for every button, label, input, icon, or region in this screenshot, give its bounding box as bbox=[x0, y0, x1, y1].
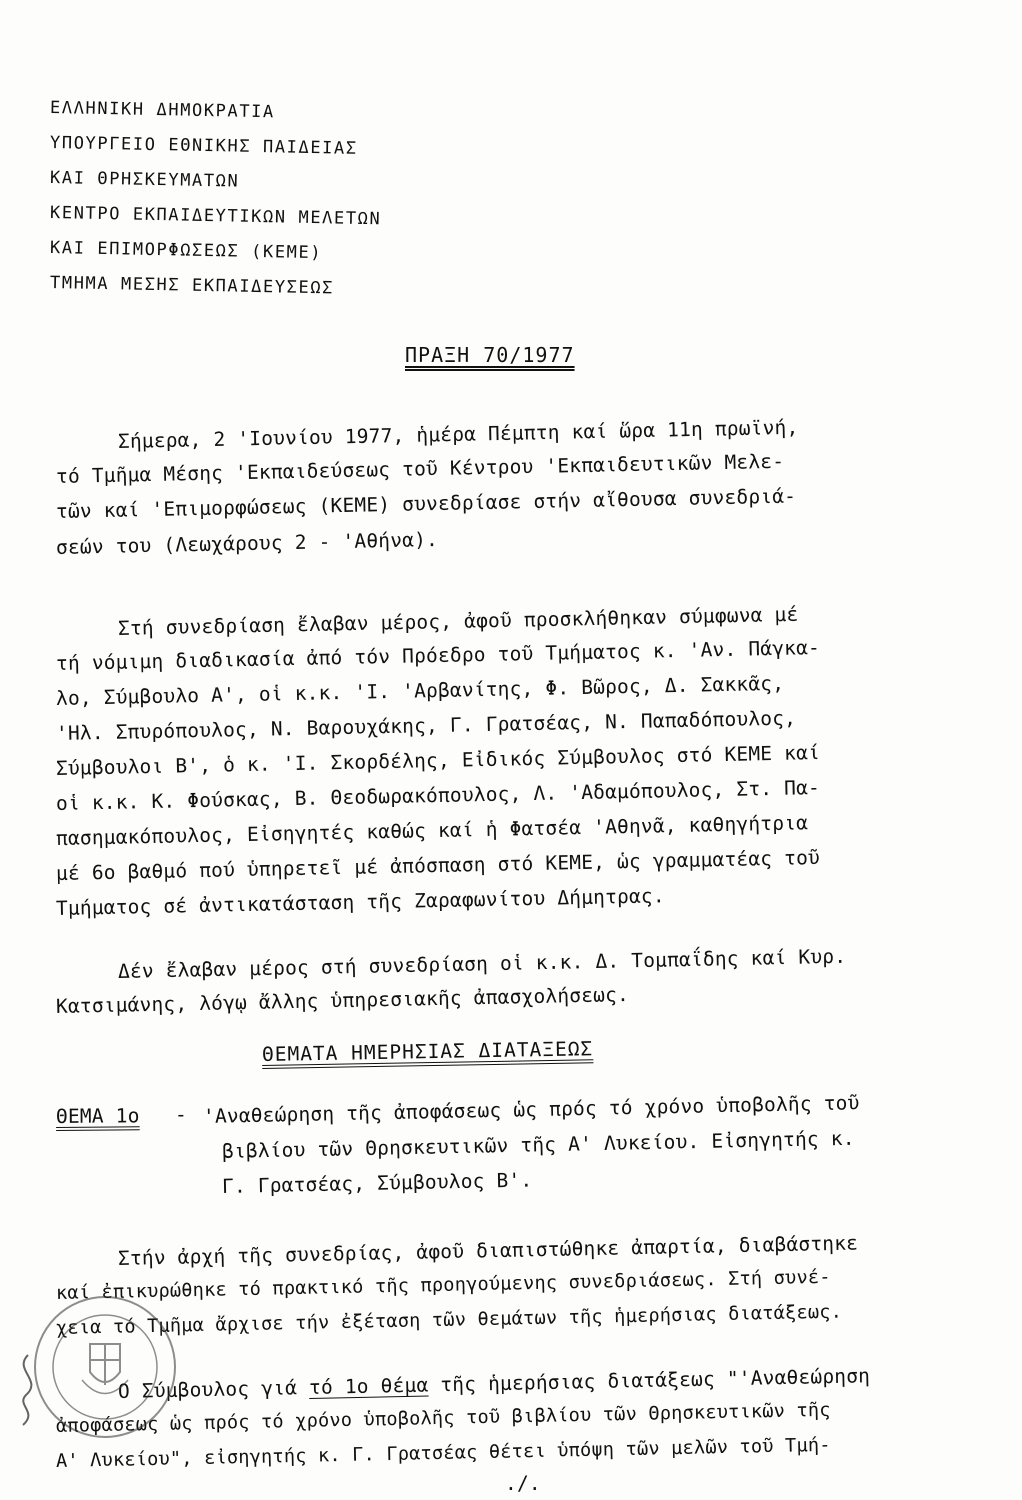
text-line: σεών του (Λεωχάρους 2 - 'Αθήνα). bbox=[55, 528, 439, 559]
text-line: Σύμβουλοι Β', ὁ κ. 'Ι. Σκορδέλης, Εἰδικός Σύμβουλος στό ΚΕΜΕ καί bbox=[55, 740, 821, 780]
continuation-mark: ./. bbox=[505, 1472, 541, 1495]
letterhead-line: ΚΑΙ ΕΠΙΜΟΡΦΩΣΕΩΣ (ΚΕΜΕ) bbox=[49, 238, 323, 264]
signature-icon bbox=[8, 1350, 48, 1430]
document-title: ΠΡΑΞΗ 70/1977 bbox=[405, 343, 575, 367]
agenda-heading: ΘΕΜΑΤΑ ΗΜΕΡΗΣΙΑΣ ΔΙΑΤΑΞΕΩΣ bbox=[261, 1037, 594, 1066]
underlined-span: τό 1ο θέμα bbox=[308, 1373, 429, 1399]
text-line: καί ἐπικυρώθηκε τό πρακτικό τῆς προηγούμενης συνεδριάσεως. Στή συνέ- bbox=[55, 1266, 831, 1304]
text-line: Δέν ἔλαβαν μέρος στή συνεδρίαση οἱ κ.κ. Δ. Τομπαΐδης καί Κυρ. bbox=[117, 944, 847, 983]
text-line: Τμήματος σέ ἀντικατάσταση τῆς Ζαραφωνίτου Δήμητρας. bbox=[55, 884, 666, 920]
text-line: Στή συνεδρίαση ἔλαβαν μέρος, ἀφοῦ προσκλήθηκαν σύμφωνα μέ bbox=[117, 602, 799, 640]
text-line: Σήμερα, 2 'Ιουνίου 1977, ἡμέρα Πέμπτη καί ὥρα 11η πρωϊνή, bbox=[117, 415, 799, 453]
text-line: ἀποφάσεως ὡς πρός τό χρόνο ὑποβολῆς τοῦ βιβλίου τῶν Θρησκευτικῶν τῆς bbox=[55, 1399, 831, 1437]
letterhead-line: ΕΛΛΗΝΙΚΗ ΔΗΜΟΚΡΑΤΙΑ bbox=[49, 98, 276, 123]
text-line: 'Ηλ. Σπυρόπουλος, Ν. Βαρουχάκης, Γ. Γρατσέας, Ν. Παπαδόπουλος, bbox=[55, 706, 797, 745]
official-seal-icon bbox=[30, 1292, 180, 1442]
text-line: πασημακόπουλος, Εἰσηγητές καθώς καί ἡ Φατσέα 'Αθηνᾶ, καθηγήτρια bbox=[55, 811, 809, 850]
text-line: τή νόμιμη διαδικασία ἀπό τόν Πρόεδρο τοῦ Τμήματος κ. 'Αν. Πάγκα- bbox=[55, 635, 821, 675]
letterhead-line: ΥΠΟΥΡΓΕΙΟ ΕΘΝΙΚΗΣ ΠΑΙΔΕΙΑΣ bbox=[49, 133, 358, 159]
agenda-item-dash: - bbox=[175, 1103, 187, 1126]
text-line: τό Τμῆμα Μέσης 'Εκπαιδεύσεως τοῦ Κέντρου 'Εκπαιδευτικῶν Μελε- bbox=[55, 449, 785, 488]
text-line: Στήν ἀρχή τῆς συνεδρίας, ἀφοῦ διαπιστώθηκε ἀπαρτία, διαβάστηκε bbox=[117, 1231, 859, 1270]
text-span: τῆς ἡμερήσιας διατάξεως "'Αναθεώρηση bbox=[428, 1364, 871, 1397]
text-line: Α' Λυκείου", εἰσηγητής κ. Γ. Γρατσέας θέτει ὑπόψη τῶν μελῶν τοῦ Τμή- bbox=[55, 1434, 831, 1472]
text-line: Γ. Γρατσέας, Σύμβουλος Β'. bbox=[221, 1168, 533, 1198]
text-line: οἱ κ.κ. Κ. Φούσκας, Β. Θεοδωρακόπουλος, Λ. 'Αδαμόπουλος, Στ. Πα- bbox=[55, 775, 821, 815]
text-line: Κατσιμάνης, λόγῳ ἄλλης ὑπηρεσιακῆς ἀπασχολήσεως. bbox=[55, 983, 630, 1018]
text-line: λο, Σύμβουλο Α', οἱ κ.κ. 'Ι. 'Αρβανίτης, Φ. Βῶρος, Δ. Σακκᾶς, bbox=[55, 671, 785, 710]
text-line: 'Αναθεώρηση τῆς ἀποφάσεως ὡς πρός τό χρόνο ὑποβολῆς τοῦ bbox=[202, 1091, 860, 1128]
letterhead-line: ΤΜΗΜΑ ΜΕΣΗΣ ΕΚΠΑΙΔΕΥΣΕΩΣ bbox=[49, 273, 335, 299]
text-line: βιβλίου τῶν Θρησκευτικῶν τῆς Α' Λυκείου. Εἰσηγητής κ. bbox=[221, 1126, 855, 1163]
letterhead-line: ΚΑΙ ΘΡΗΣΚΕΥΜΑΤΩΝ bbox=[49, 168, 240, 192]
agenda-item-label: ΘΕΜΑ 1ο bbox=[55, 1104, 140, 1128]
text-line: μέ 6ο βαθμό πού ὑπηρετεῖ μέ ἀπόσπαση στό ΚΕΜΕ, ὡς γραμματέας τοῦ bbox=[55, 845, 821, 885]
letterhead-line: ΚΕΝΤΡΟ ΕΚΠΑΙΔΕΥΤΙΚΩΝ ΜΕΛΕΤΩΝ bbox=[49, 203, 382, 230]
text-line bbox=[118, 1364, 871, 1404]
text-line: χεια τό Τμῆμα ἄρχισε τήν ἐξέταση τῶν θεμάτων τῆς ἡμερήσιας διατάξεως. bbox=[55, 1301, 843, 1339]
text-span: Ο Σύμβουλος γιά bbox=[117, 1376, 310, 1403]
text-line: τῶν καί 'Επιμορφώσεως (ΚΕΜΕ) συνεδρίασε στήν αἴθουσα συνεδριά- bbox=[55, 484, 797, 523]
